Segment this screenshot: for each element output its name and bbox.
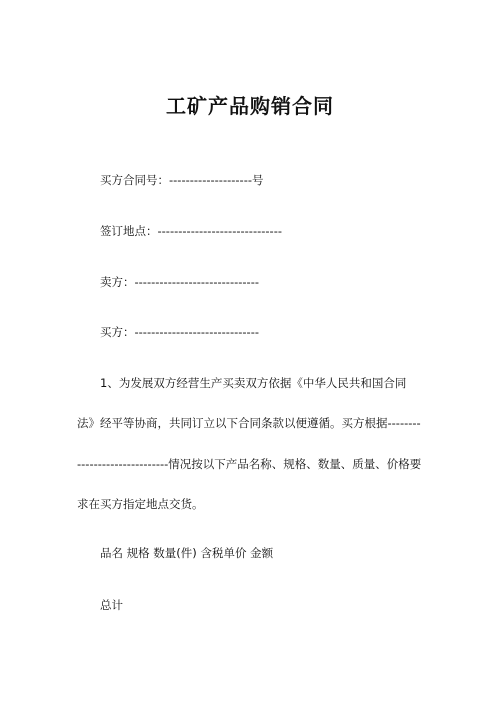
clause-1-line-2: 法》经平等协商，共同订立以下合同条款以便遵循。买方根据-------- bbox=[77, 416, 421, 430]
total-label: 总计 bbox=[100, 598, 123, 612]
buyer-field: 买方：------------------------------ bbox=[100, 325, 259, 339]
contract-number-field: 买方合同号：--------------------号 bbox=[100, 173, 264, 187]
document-title: 工矿产品购销合同 bbox=[166, 94, 334, 118]
clause-1-line-4: 求在买方指定地点交货。 bbox=[77, 497, 204, 511]
clause-1-line-1: 1、为发展双方经营生产买卖双方依据《中华人民共和国合同 bbox=[100, 376, 407, 390]
table-header: 品名 规格 数量(件) 含税单价 金额 bbox=[100, 546, 274, 560]
signing-place-field: 签订地点：------------------------------ bbox=[100, 224, 282, 238]
clause-1-line-3: ----------------------情况按以下产品名称、规格、数量、质量、价格要 bbox=[77, 457, 422, 471]
seller-field: 卖方：------------------------------ bbox=[100, 275, 259, 289]
